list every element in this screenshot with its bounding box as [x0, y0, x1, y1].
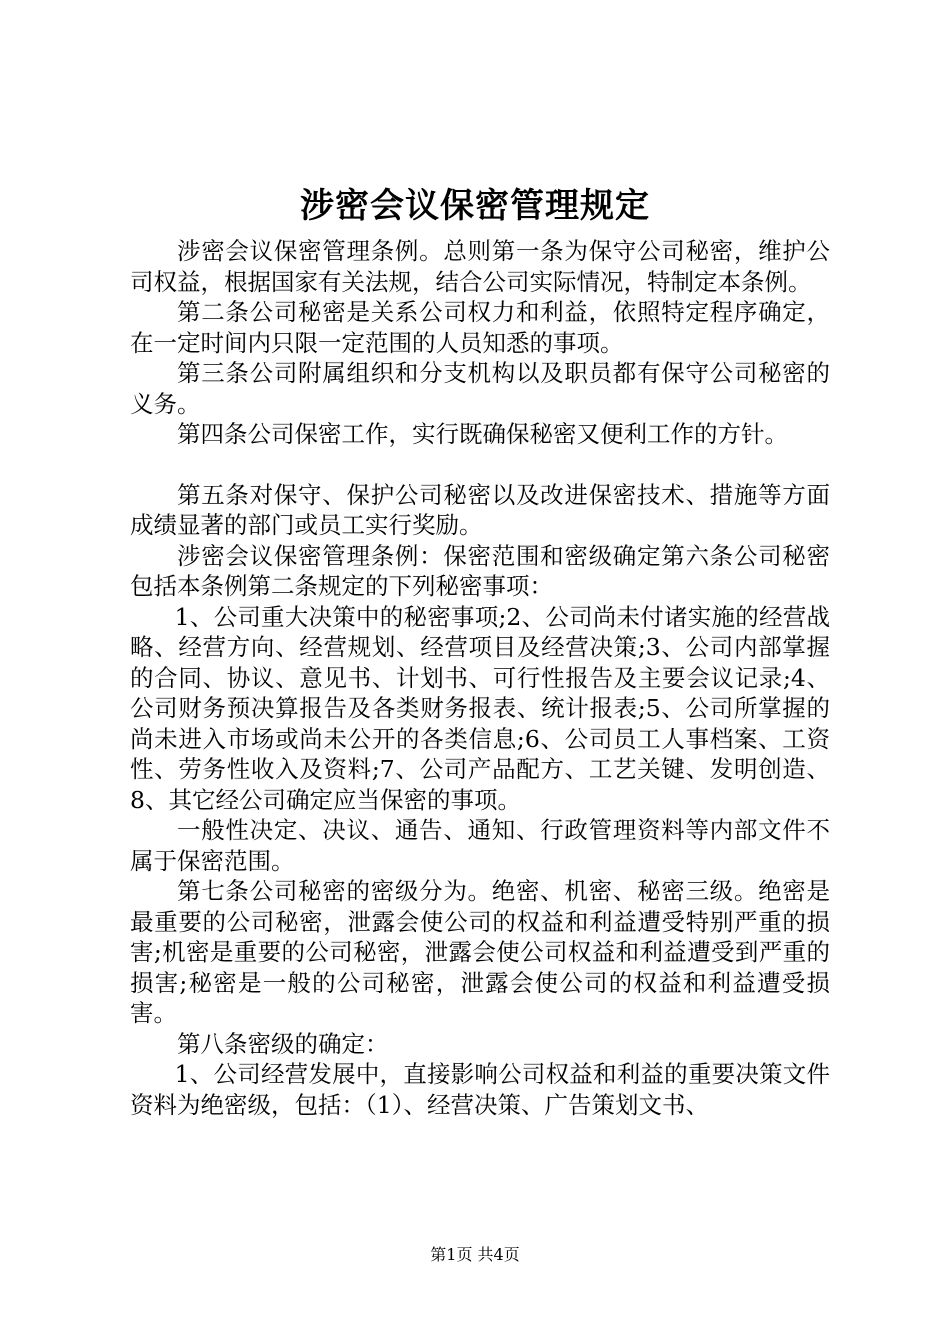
- paragraph-non-secret-scope: 一般性决定、决议、通告、通知、行政管理资料等内部文件不属于保密范围。: [130, 816, 830, 875]
- paragraph-top-secret-level: 1、公司经营发展中，直接影响公司权益和利益的重要决策文件资料为绝密级，包括：（1）、经营决策、广告策划文书、: [130, 1060, 830, 1119]
- paragraph-article-4: 第四条公司保密工作，实行既确保秘密又便利工作的方针。: [177, 420, 788, 448]
- paragraph-article-3: 第三条公司附属组织和分支机构以及职员都有保守公司秘密的义务。: [130, 359, 830, 418]
- page-title: 涉密会议保密管理规定: [300, 186, 650, 226]
- paragraph-article-2: 第二条公司秘密是关系公司权力和利益，依照特定程序确定，在一定时间内只限一定范围的人员知悉的事项。: [130, 298, 830, 357]
- document-body: [130, 236, 830, 1120]
- page-number-footer: 第1页 共4页: [430, 1245, 520, 1264]
- paragraph-article-6: 涉密会议保密管理条例：保密范围和密级确定第六条公司秘密包括本条例第二条规定的下列秘密事项：: [130, 541, 830, 600]
- paragraph-article-8: 第八条密级的确定：: [177, 1029, 389, 1058]
- paragraph-article-7: 第七条公司秘密的密级分为。绝密、机密、秘密三级。绝密是最重要的公司秘密，泄露会使公司的权益和利益遭受特别严重的损害;机密是重要的公司秘密，泄露会使公司权益和利益遭受到严重的损害;秘密是一般的公司秘密，泄露会使公司的权益和利益遭受损害。: [130, 877, 830, 1027]
- paragraph-secret-items-list: 1、公司重大决策中的秘密事项;2、公司尚未付诸实施的经营战略、经营方向、经营规划、经营项目及经营决策;3、公司内部掌握的合同、协议、意见书、计划书、可行性报告及主要会议记录;4、公司财务预决算报告及各类财务报表、统计报表;5、公司所掌握的尚未进入市场或尚未公开的各类信息;6、公司员工人事档案、工资性、劳务性收入及资料;7、公司产品配方、工艺关键、发明创造、8、其它经公司确定应当保密的事项。: [130, 602, 830, 814]
- paragraph-article-5: 第五条对保守、保护公司秘密以及改进保密技术、措施等方面成绩显著的部门或员工实行奖励。: [130, 480, 830, 539]
- paragraph-general-provisions: 涉密会议保密管理条例。总则第一条为保守公司秘密，维护公司权益，根据国家有关法规，结合公司实际情况，特制定本条例。: [130, 237, 830, 296]
